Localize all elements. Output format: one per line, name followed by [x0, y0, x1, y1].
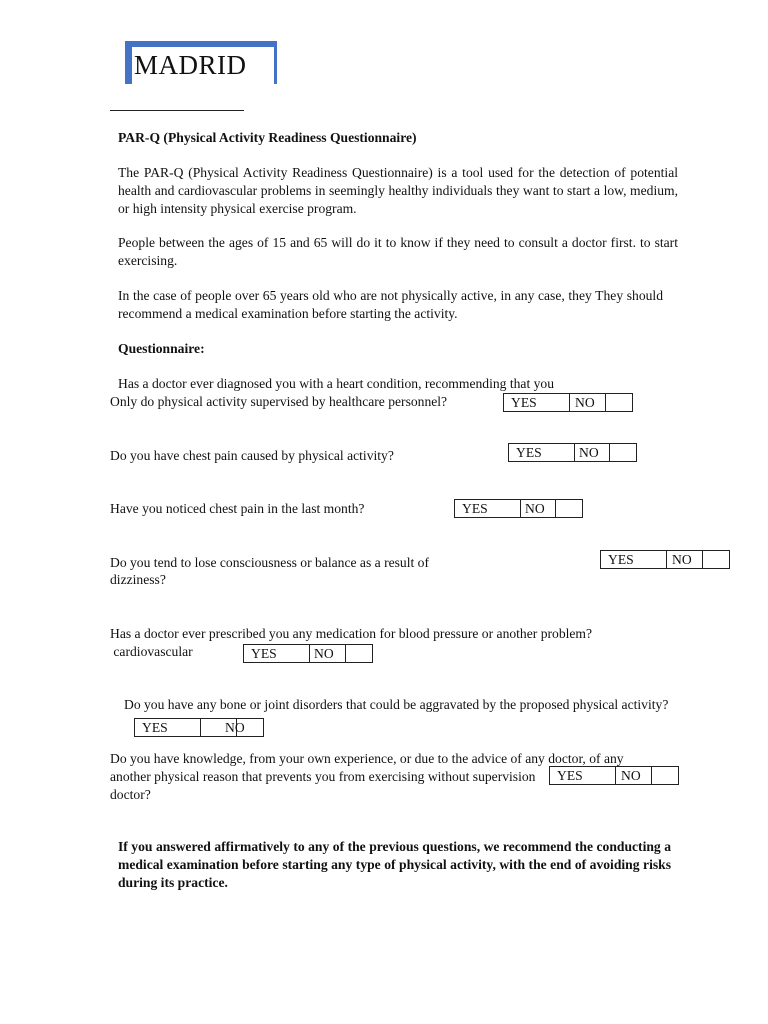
no-cell[interactable] [310, 645, 346, 662]
answer-box-q6 [134, 718, 264, 737]
yes-cell[interactable] [509, 444, 575, 461]
no-label: NO [621, 768, 641, 783]
answer-box-q5 [243, 644, 373, 663]
question-1-line-2: Only do physical activity supervised by healthcare personnel? [110, 394, 448, 409]
answer-box-q3 [454, 499, 583, 518]
no-cell[interactable] [521, 500, 556, 517]
yes-label: YES [142, 720, 168, 735]
empty-cell[interactable] [652, 767, 678, 784]
yes-cell[interactable] [244, 645, 310, 662]
no-label: NO [225, 720, 245, 735]
yes-cell[interactable] [135, 719, 201, 736]
yes-cell[interactable] [550, 767, 616, 784]
yes-cell[interactable] [455, 500, 521, 517]
question-5-line-2: cardiovascular [110, 644, 193, 659]
yes-label: YES [511, 395, 537, 410]
question-3: Have you noticed chest pain in the last month? [110, 501, 365, 516]
empty-cell[interactable] [606, 394, 632, 411]
intro-paragraph-2: People between the ages of 15 and 65 will do it to know if they need to consult a doctor first. to start exercising. [118, 235, 678, 268]
yes-cell[interactable] [601, 551, 667, 568]
intro-paragraph-3: In the case of people over 65 years old who are not physically active, in any case, they They should recommend a medical examination before starting the activity. [118, 288, 663, 321]
answer-box-q7 [549, 766, 679, 785]
empty-cell[interactable] [556, 500, 582, 517]
no-label: NO [672, 552, 692, 567]
closing-statement: If you answered affirmatively to any of the previous questions, we recommend the conducting a medical examination before starting any type of physical activity, with the end of avoiding risks during its practice. [118, 839, 671, 890]
yes-label: YES [557, 768, 583, 783]
question-5-line-1: Has a doctor ever prescribed you any medication for blood pressure or another problem? [110, 626, 593, 641]
question-7-line-2: another physical reason that prevents you from exercising without supervision [110, 769, 536, 784]
intro-paragraph-1: The PAR-Q (Physical Activity Readiness Questionnaire) is a tool used for the detection of potential health and cardiovascular problems in seemingly healthy individuals they want to start a low, medium, or high intensity physical exercise program. [118, 165, 678, 216]
answer-box-q2 [508, 443, 637, 462]
question-6: Do you have any bone or joint disorders that could be aggravated by the proposed physical activity? [124, 697, 669, 712]
yes-cell[interactable] [504, 394, 570, 411]
question-4-line-1: Do you tend to lose consciousness or balance as a result of [110, 555, 429, 570]
page-title: PAR-Q (Physical Activity Readiness Questionnaire) [118, 130, 417, 145]
empty-cell[interactable] [610, 444, 636, 461]
empty-cell[interactable] [703, 551, 729, 568]
question-7-line-1: Do you have knowledge, from your own experience, or due to the advice of any doctor, of any [110, 751, 624, 766]
empty-cell[interactable] [237, 719, 263, 736]
yes-label: YES [516, 445, 542, 460]
yes-label: YES [251, 646, 277, 661]
no-cell[interactable] [667, 551, 703, 568]
no-label: NO [579, 445, 599, 460]
questionnaire-heading: Questionnaire: [118, 341, 205, 356]
answer-box-q1 [503, 393, 633, 412]
no-cell[interactable] [201, 719, 245, 736]
no-label: NO [525, 501, 545, 516]
header-rule [110, 110, 244, 111]
question-7-line-3: doctor? [110, 787, 151, 802]
question-4-line-2: dizziness? [110, 572, 166, 587]
logo-text: MADRID [132, 47, 274, 84]
question-1-line-1: Has a doctor ever diagnosed you with a heart condition, recommending that you [118, 376, 555, 391]
yes-label: YES [462, 501, 488, 516]
empty-cell[interactable] [346, 645, 372, 662]
no-cell[interactable] [616, 767, 652, 784]
no-cell[interactable] [575, 444, 610, 461]
no-label: NO [575, 395, 595, 410]
no-cell[interactable] [570, 394, 606, 411]
answer-box-q4 [600, 550, 730, 569]
madrid-logo [125, 41, 277, 84]
no-label: NO [314, 646, 334, 661]
question-2: Do you have chest pain caused by physical activity? [110, 448, 394, 463]
yes-label: YES [608, 552, 634, 567]
